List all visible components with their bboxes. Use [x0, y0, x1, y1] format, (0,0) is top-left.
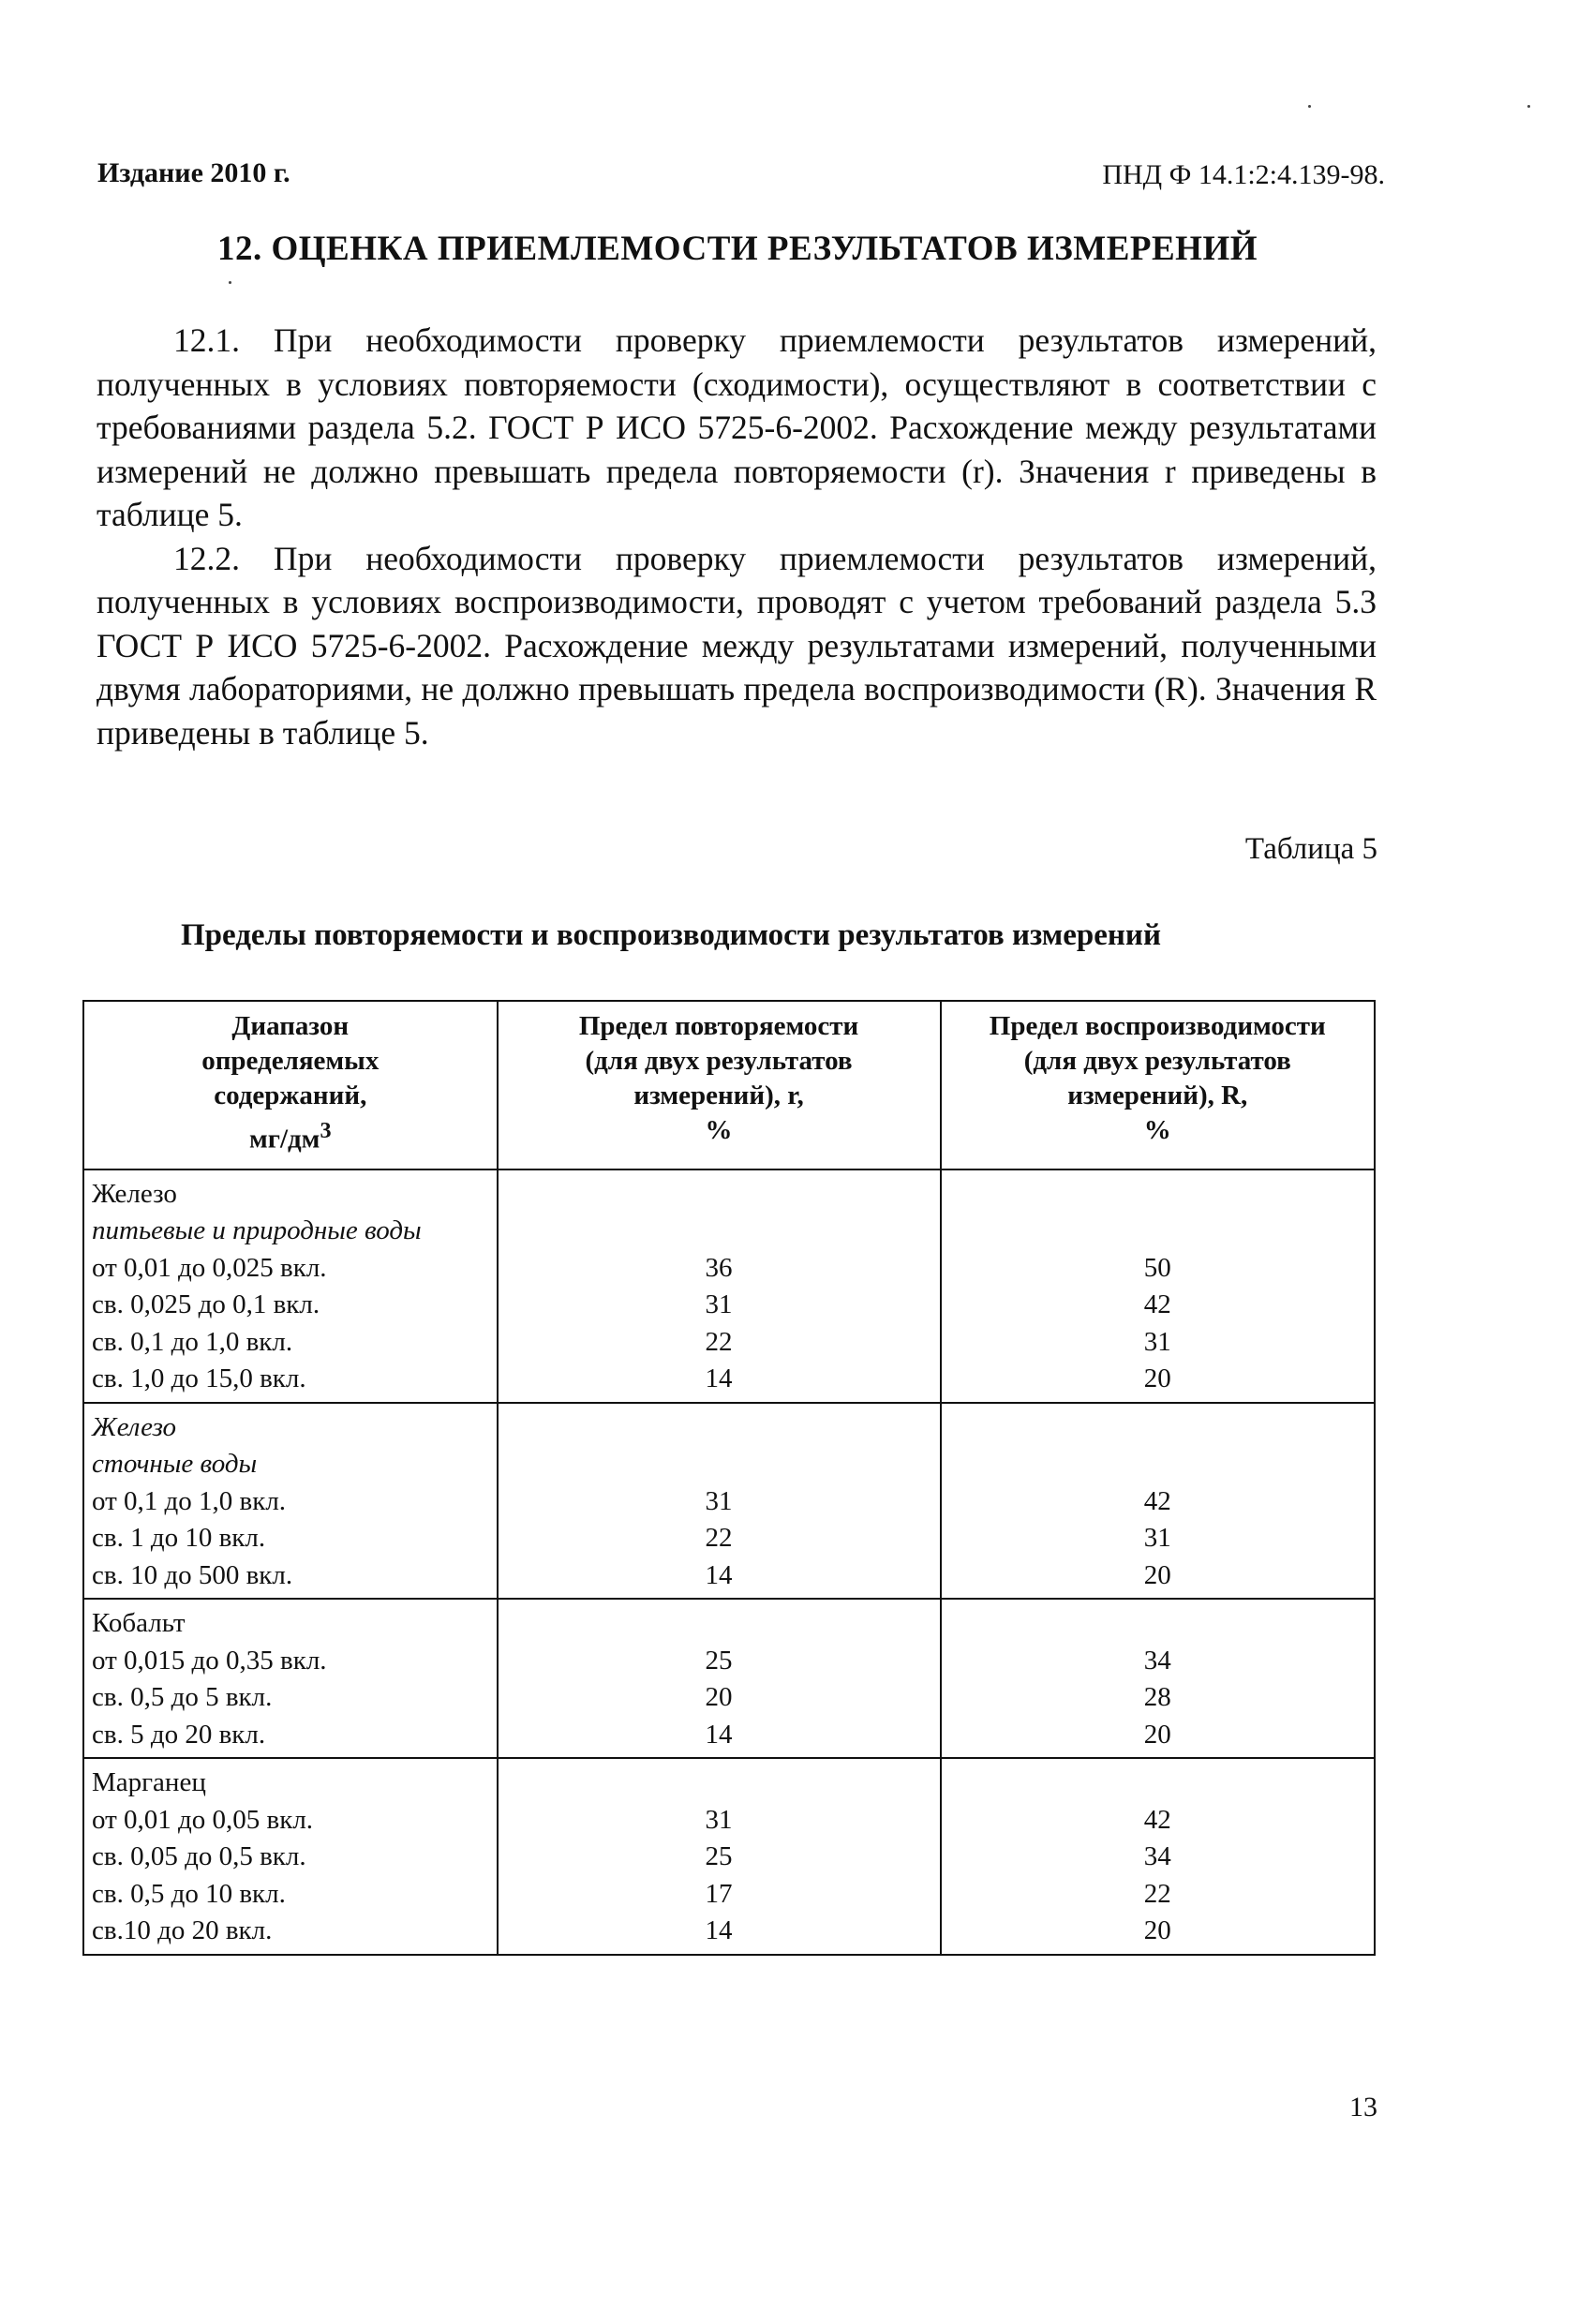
- range-cell: Кобальт от 0,015 до 0,35 вкл. св. 0,5 до 5 вкл. св. 5 до 20 вкл.: [83, 1599, 498, 1758]
- repeatability-cell: 36 31 22 14: [498, 1169, 941, 1403]
- header-reproducibility: Предел воспроизводимости (для двух результатов измерений), R, %: [941, 1001, 1375, 1169]
- paragraph-12-2: 12.2. При необходимости проверку приемлемости результатов измерений, полученных в условиях воспроизводимости, проводят с учетом требований раздела 5.3 ГОСТ Р ИСО 5725-6-2002. Расхождение между результатами измерений, полученными двумя лабораториями, не должно превышать предела воспроизводимости (R). Значения R приведены в таблице 5.: [97, 539, 1377, 752]
- element-heading: Железо: [92, 1411, 177, 1442]
- limits-table: [82, 1000, 1376, 1956]
- element-heading: Марганец: [92, 1767, 206, 1798]
- element-heading: Железо: [92, 1178, 177, 1209]
- document-number: ПНД Ф 14.1:2:4.139-98.: [1102, 159, 1385, 190]
- paragraph-12-1: 12.1. При необходимости проверку приемлемости результатов измерений, полученных в условиях повторяемости (сходимости), осуществляют в соответствии с требованиями раздела 5.2. ГОСТ Р ИСО 5725-6-2002. Расхождение между результатами измерений не должно превышать предела повторяемости (r). Значения r приведены в таблице 5.: [97, 321, 1377, 533]
- scan-speck: [1308, 105, 1311, 108]
- table-row-group: [83, 1599, 1375, 1758]
- repeatability-cell: 31 22 14: [498, 1403, 941, 1600]
- section-title: 12. ОЦЕНКА ПРИЕМЛЕМОСТИ РЕЗУЛЬТАТОВ ИЗМЕРЕНИЙ: [217, 230, 1258, 268]
- range-cell: Железо сточные воды от 0,1 до 1,0 вкл. св. 1 до 10 вкл. св. 10 до 500 вкл.: [83, 1403, 498, 1600]
- range-cell: Марганец от 0,01 до 0,05 вкл. св. 0,05 до 0,5 вкл. св. 0,5 до 10 вкл. св.10 до 20 вкл.: [83, 1758, 498, 1955]
- reproducibility-cell: 50 42 31 20: [941, 1169, 1375, 1403]
- table-label: Таблица 5: [1244, 832, 1377, 866]
- table-row-group: [83, 1403, 1375, 1600]
- repeatability-cell: 31 25 17 14: [498, 1758, 941, 1955]
- reproducibility-cell: 34 28 20: [941, 1599, 1375, 1758]
- section-text: [97, 319, 1377, 754]
- table-row-group: [83, 1758, 1375, 1955]
- range-cell: Железо питьевые и природные воды от 0,01 до 0,025 вкл. св. 0,025 до 0,1 вкл. св. 0,1 до 1,0 вкл. св. 1,0 до 15,0 вкл.: [83, 1169, 498, 1403]
- table-caption: Пределы повторяемости и воспроизводимости результатов измерений: [181, 918, 1161, 952]
- element-heading: Кобальт: [92, 1608, 186, 1639]
- reproducibility-cell: 42 31 20: [941, 1403, 1375, 1600]
- header-range: Диапазон определяемых содержаний, $мг/дм^3$: [83, 1001, 498, 1169]
- table-header-row: [83, 1001, 1375, 1169]
- water-type: питьевые и природные воды: [92, 1215, 422, 1246]
- repeatability-cell: 25 20 14: [498, 1599, 941, 1758]
- unit-superscript: 3: [320, 1118, 332, 1143]
- scan-speck: [1527, 105, 1530, 108]
- scan-speck: [229, 281, 231, 284]
- water-type: сточные воды: [92, 1449, 258, 1480]
- header-repeatability: Предел повторяемости (для двух результатов измерений), r, %: [498, 1001, 941, 1169]
- table-row-group: [83, 1169, 1375, 1403]
- page-number: 13: [1349, 2092, 1377, 2123]
- edition-label: Издание 2010 г.: [97, 157, 290, 188]
- reproducibility-cell: 42 34 22 20: [941, 1758, 1375, 1955]
